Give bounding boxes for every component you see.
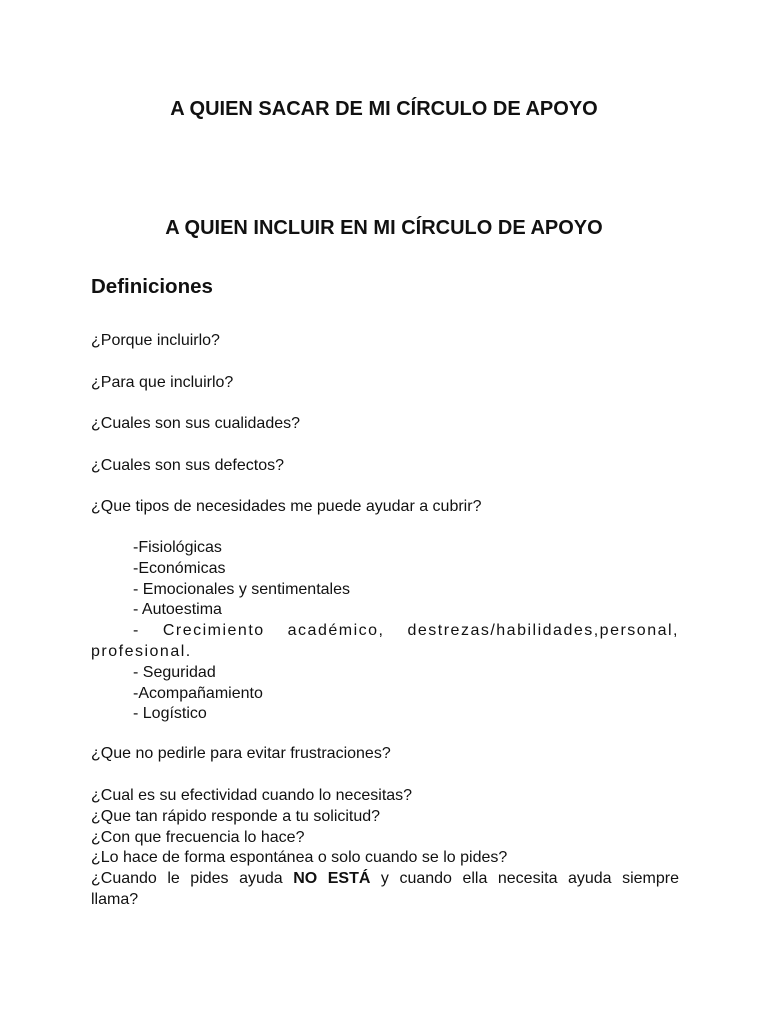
needs-list-item: - Seguridad bbox=[133, 663, 216, 681]
question-avoid-frustrations: ¿Que no pedirle para evitar frustraciones? bbox=[91, 745, 391, 762]
question-spontaneous: ¿Lo hace de forma espontánea o solo cuando se lo pides? bbox=[91, 849, 508, 867]
needs-list-item: - Crecimiento académico, destrezas/habilidades,personal, profesional. bbox=[91, 622, 679, 660]
needs-list-item: - Autoestima bbox=[133, 601, 222, 619]
emphasis-no-esta: NO ESTÁ bbox=[293, 870, 371, 888]
question-not-there-after: y cuando ella necesita ayuda siempre llama? bbox=[91, 870, 680, 908]
question-not-there-before: ¿Cuando le pides ayuda bbox=[91, 870, 294, 888]
question-effectiveness: ¿Cual es su efectividad cuando lo necesitas? bbox=[91, 787, 413, 804]
title-remove-from-circle: A QUIEN SACAR DE MI CÍRCULO DE APOYO bbox=[170, 98, 598, 120]
section-heading-definitions: Definiciones bbox=[91, 275, 213, 298]
needs-list-item: -Económicas bbox=[133, 559, 226, 577]
question-frequency: ¿Con que frecuencia lo hace? bbox=[91, 828, 305, 846]
title-include-in-circle: A QUIEN INCLUIR EN MI CÍRCULO DE APOYO bbox=[165, 217, 603, 239]
question-qualities: ¿Cuales son sus cualidades? bbox=[91, 415, 301, 432]
question-not-there bbox=[91, 869, 679, 911]
needs-list bbox=[91, 538, 679, 725]
question-response-speed: ¿Que tan rápido responde a tu solicitud? bbox=[91, 807, 381, 825]
question-needs-types: ¿Que tipos de necesidades me puede ayudar a cubrir? bbox=[91, 498, 482, 515]
needs-list-item: - Emocionales y sentimentales bbox=[133, 580, 350, 598]
needs-list-item: -Fisiológicas bbox=[133, 539, 222, 556]
needs-list-item: - Logístico bbox=[133, 705, 207, 723]
needs-list-item: -Acompañamiento bbox=[133, 684, 263, 702]
question-why-include: ¿Porque incluirlo? bbox=[91, 332, 220, 349]
question-what-for-include: ¿Para que incluirlo? bbox=[91, 374, 234, 391]
effectiveness-questions bbox=[91, 786, 679, 911]
question-defects: ¿Cuales son sus defectos? bbox=[91, 457, 284, 474]
